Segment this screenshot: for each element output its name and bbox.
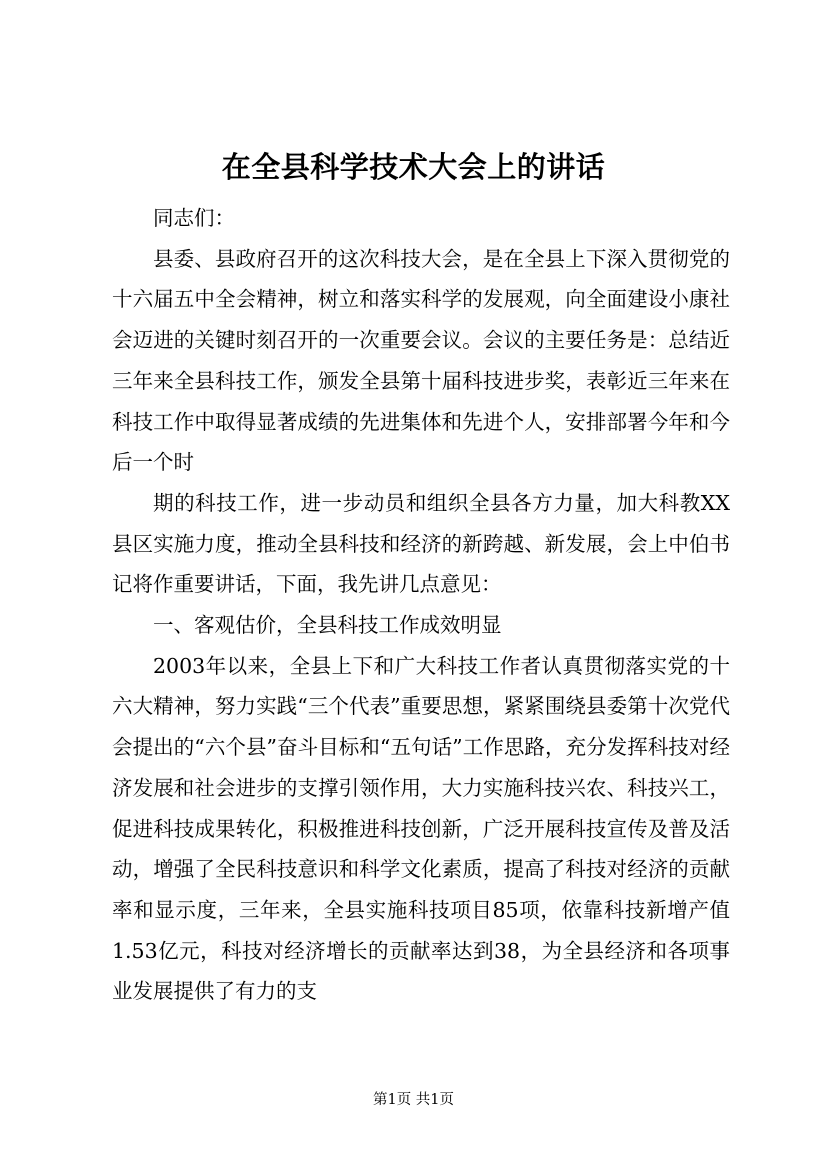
section-heading: 一、客观估价，全县科技工作成效明显	[153, 613, 502, 638]
achievements-paragraph: 2003年以来，全县上下和广大科技工作者认真贯彻落实党的十六大精神，努力实践“三个代表”重要思想，紧紧围绕县委第十次党代会提出的“六个县”奋斗目标和“五句话”工作思路，充分发挥科技对经济发展和社会进步的支撑引领作用，大力实施科技兴农、科技兴工，促进科技成果转化，积极推进科技创新，广泛开展科技宣传及普及活动，增强了全民科技意识和科学文化素质，提高了科技对经济的贡献率和显示度，三年来，全县实施科技项目85项，依靠科技新增产值1.53亿元，科技对经济增长的贡献率达到38，为全县经济和各项事业发展提供了有力的支	[112, 653, 730, 1004]
document-title: 在全县科学技术大会上的讲话	[221, 150, 606, 184]
salutation-paragraph: 同志们：	[153, 206, 235, 230]
opening-paragraph: 县委、县政府召开的这次科技大会，是在全县上下深入贯彻党的十六届五中全会精神，树立和落实科学的发展观，向全面建设小康社会迈进的关键时刻召开的一次重要会议。会议的主要任务是：总结近三年来全县科技工作，颁发全县第十届科技进步奖，表彰近三年来在科技工作中取得显著成绩的先进集体和先进个人，安排部署今年和今后一个时	[112, 246, 730, 475]
page-number-footer: 第1页 共1页	[372, 1092, 455, 1108]
document-body	[112, 198, 730, 1012]
continuation-paragraph: 期的科技工作，进一步动员和组织全县各方力量，加大科教XX县区实施力度，推动全县科技和经济的新跨越、新发展，会上中伯书记将作重要讲话，下面，我先讲几点意见：	[112, 490, 730, 597]
